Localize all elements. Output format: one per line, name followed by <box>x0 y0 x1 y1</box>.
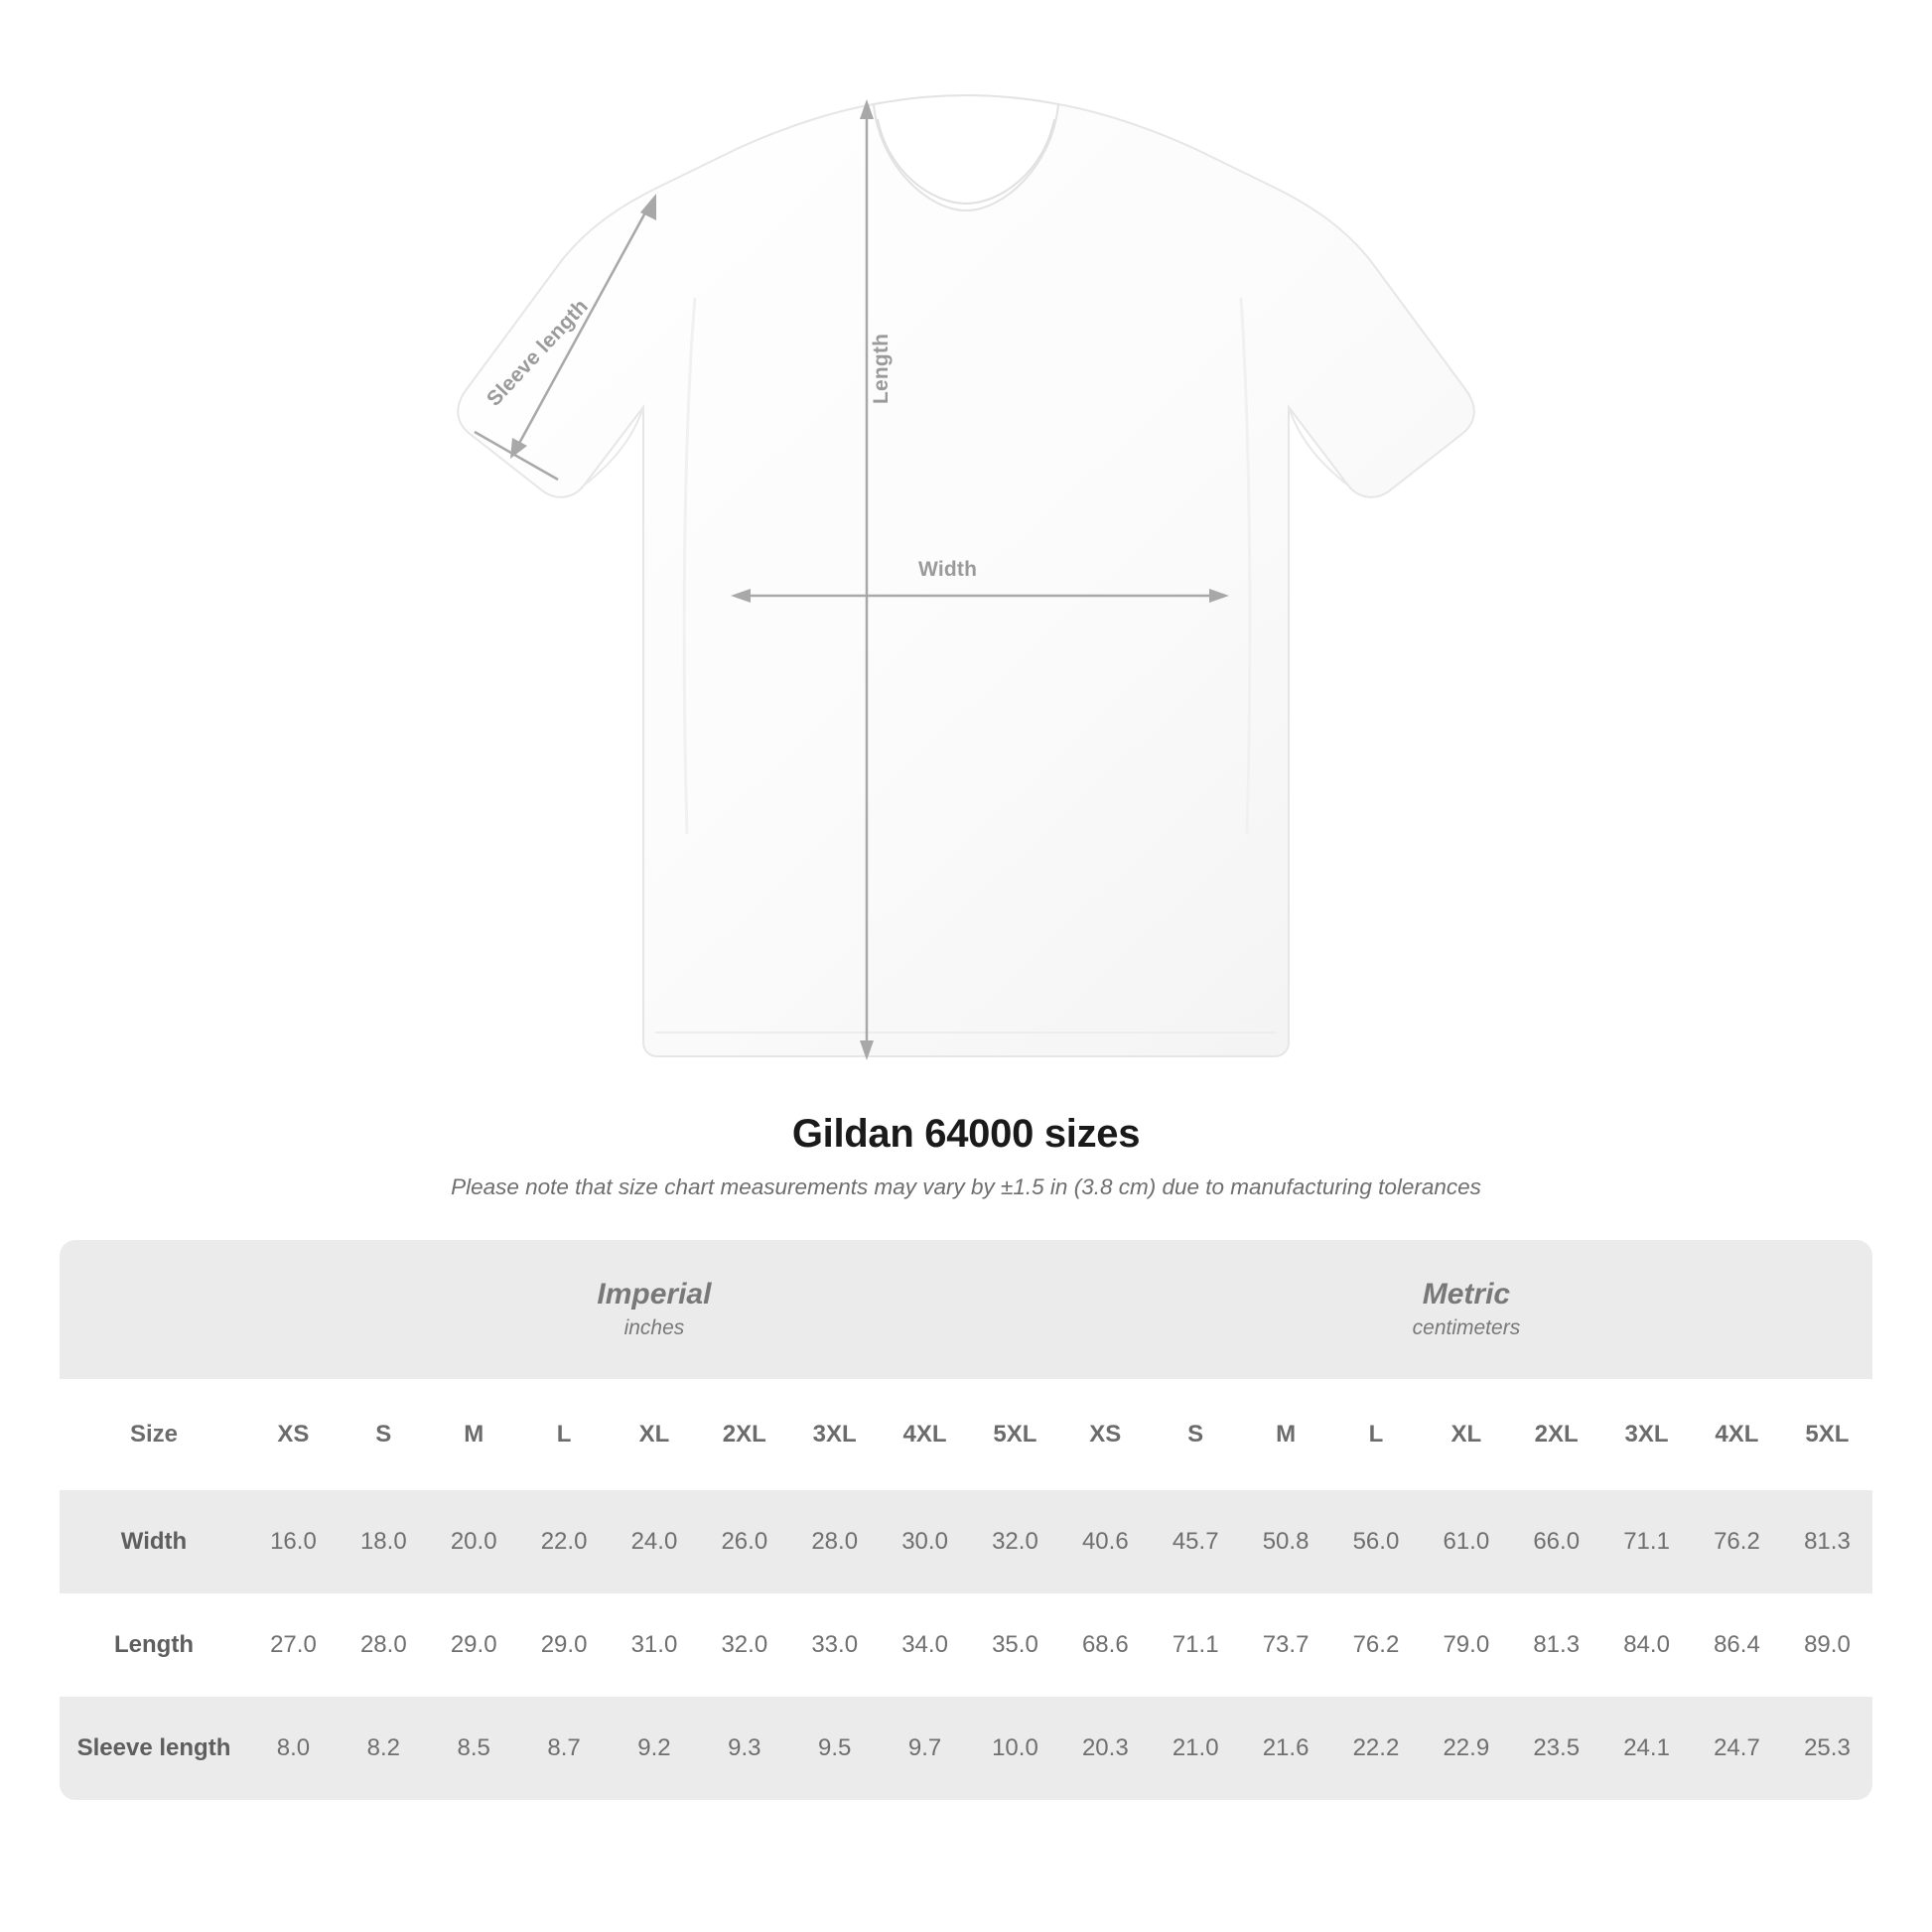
measurement-cell: 89.0 <box>1782 1593 1872 1697</box>
unit-header-metric <box>1060 1240 1872 1379</box>
row-label: Length <box>60 1593 248 1697</box>
label-width: Width <box>918 558 978 581</box>
measurement-cell: 25.3 <box>1782 1697 1872 1800</box>
label-sleeve-length: Sleeve length <box>483 295 593 411</box>
unit-subtitle: centimeters <box>1412 1316 1521 1339</box>
row-label: Width <box>60 1490 248 1593</box>
measurement-cell: 71.1 <box>1151 1593 1241 1697</box>
title-block <box>0 1112 1932 1200</box>
measurement-cell: 79.0 <box>1421 1593 1511 1697</box>
measurement-cell: 9.7 <box>880 1697 970 1800</box>
size-table-wrapper <box>60 1240 1872 1800</box>
size-header-cell: XL <box>1421 1379 1511 1490</box>
measurement-cell: 61.0 <box>1421 1490 1511 1593</box>
table-row <box>60 1593 1872 1697</box>
size-header-cell: M <box>1241 1379 1331 1490</box>
measurement-cell: 33.0 <box>789 1593 880 1697</box>
size-header-cell: XS <box>248 1379 339 1490</box>
measurement-cell: 28.0 <box>789 1490 880 1593</box>
unit-header-row <box>60 1240 1872 1379</box>
size-header-cell: 5XL <box>1782 1379 1872 1490</box>
size-header-cell: 2XL <box>699 1379 789 1490</box>
size-header-row <box>60 1379 1872 1490</box>
measurement-cell: 20.0 <box>429 1490 519 1593</box>
measurement-cell: 24.0 <box>610 1490 700 1593</box>
measurement-cell: 22.2 <box>1331 1697 1422 1800</box>
size-header-cell: S <box>1151 1379 1241 1490</box>
measurement-cell: 66.0 <box>1511 1490 1601 1593</box>
measurement-cell: 34.0 <box>880 1593 970 1697</box>
measurement-cell: 9.2 <box>610 1697 700 1800</box>
measurement-cell: 86.4 <box>1692 1593 1782 1697</box>
unit-name: Imperial <box>597 1277 712 1311</box>
measurement-cell: 28.0 <box>339 1593 429 1697</box>
measurement-cell: 81.3 <box>1511 1593 1601 1697</box>
measurement-cell: 26.0 <box>699 1490 789 1593</box>
size-header-cell: L <box>1331 1379 1422 1490</box>
size-chart-table <box>60 1240 1872 1800</box>
row-label: Sleeve length <box>60 1697 248 1800</box>
label-length: Length <box>870 333 893 404</box>
measurement-cell: 76.2 <box>1331 1593 1422 1697</box>
measurement-cell: 29.0 <box>519 1593 610 1697</box>
unit-header-spacer <box>60 1240 248 1379</box>
size-header-cell: 3XL <box>1601 1379 1692 1490</box>
measurement-cell: 9.3 <box>699 1697 789 1800</box>
measurement-cell: 32.0 <box>699 1593 789 1697</box>
measurement-cell: 40.6 <box>1060 1490 1151 1593</box>
measurement-cell: 35.0 <box>970 1593 1060 1697</box>
measurement-cell: 27.0 <box>248 1593 339 1697</box>
measurement-cell: 32.0 <box>970 1490 1060 1593</box>
measurement-cell: 24.7 <box>1692 1697 1782 1800</box>
measurement-cell: 76.2 <box>1692 1490 1782 1593</box>
measurement-cell: 22.0 <box>519 1490 610 1593</box>
unit-name: Metric <box>1422 1277 1511 1311</box>
measurement-cell: 24.1 <box>1601 1697 1692 1800</box>
measurement-cell: 84.0 <box>1601 1593 1692 1697</box>
size-header-cell: XS <box>1060 1379 1151 1490</box>
measurement-cell: 56.0 <box>1331 1490 1422 1593</box>
size-header-cell: 4XL <box>1692 1379 1782 1490</box>
measurement-cell: 21.6 <box>1241 1697 1331 1800</box>
measurement-cell: 73.7 <box>1241 1593 1331 1697</box>
size-header-cell: 4XL <box>880 1379 970 1490</box>
unit-header-imperial <box>248 1240 1060 1379</box>
unit-subtitle: inches <box>623 1316 685 1339</box>
measurement-cell: 16.0 <box>248 1490 339 1593</box>
measurement-cell: 18.0 <box>339 1490 429 1593</box>
measurement-cell: 45.7 <box>1151 1490 1241 1593</box>
measurement-cell: 71.1 <box>1601 1490 1692 1593</box>
size-header-cell: S <box>339 1379 429 1490</box>
measurement-cell: 30.0 <box>880 1490 970 1593</box>
measurement-cell: 29.0 <box>429 1593 519 1697</box>
measurement-cell: 21.0 <box>1151 1697 1241 1800</box>
size-header-cell: 2XL <box>1511 1379 1601 1490</box>
tolerance-note: Please note that size chart measurements may vary by ±1.5 in (3.8 cm) due to manufacturing tolerances <box>451 1174 1481 1199</box>
size-header-cell: XL <box>610 1379 700 1490</box>
size-header-cell: M <box>429 1379 519 1490</box>
measurement-cell: 31.0 <box>610 1593 700 1697</box>
size-header-cell: 5XL <box>970 1379 1060 1490</box>
measurement-cell: 8.2 <box>339 1697 429 1800</box>
measurement-cell: 22.9 <box>1421 1697 1511 1800</box>
measurement-cell: 8.7 <box>519 1697 610 1800</box>
measurement-cell: 8.5 <box>429 1697 519 1800</box>
measurement-cell: 50.8 <box>1241 1490 1331 1593</box>
table-row <box>60 1490 1872 1593</box>
measurement-cell: 23.5 <box>1511 1697 1601 1800</box>
size-column-header: Size <box>60 1379 248 1490</box>
measurement-cell: 81.3 <box>1782 1490 1872 1593</box>
measurement-cell: 10.0 <box>970 1697 1060 1800</box>
page-title: Gildan 64000 sizes <box>791 1112 1141 1156</box>
measurement-cell: 9.5 <box>789 1697 880 1800</box>
size-header-cell: 3XL <box>789 1379 880 1490</box>
measurement-cell: 20.3 <box>1060 1697 1151 1800</box>
measurement-cell: 68.6 <box>1060 1593 1151 1697</box>
measurement-cell: 8.0 <box>248 1697 339 1800</box>
size-header-cell: L <box>519 1379 610 1490</box>
table-row <box>60 1697 1872 1800</box>
